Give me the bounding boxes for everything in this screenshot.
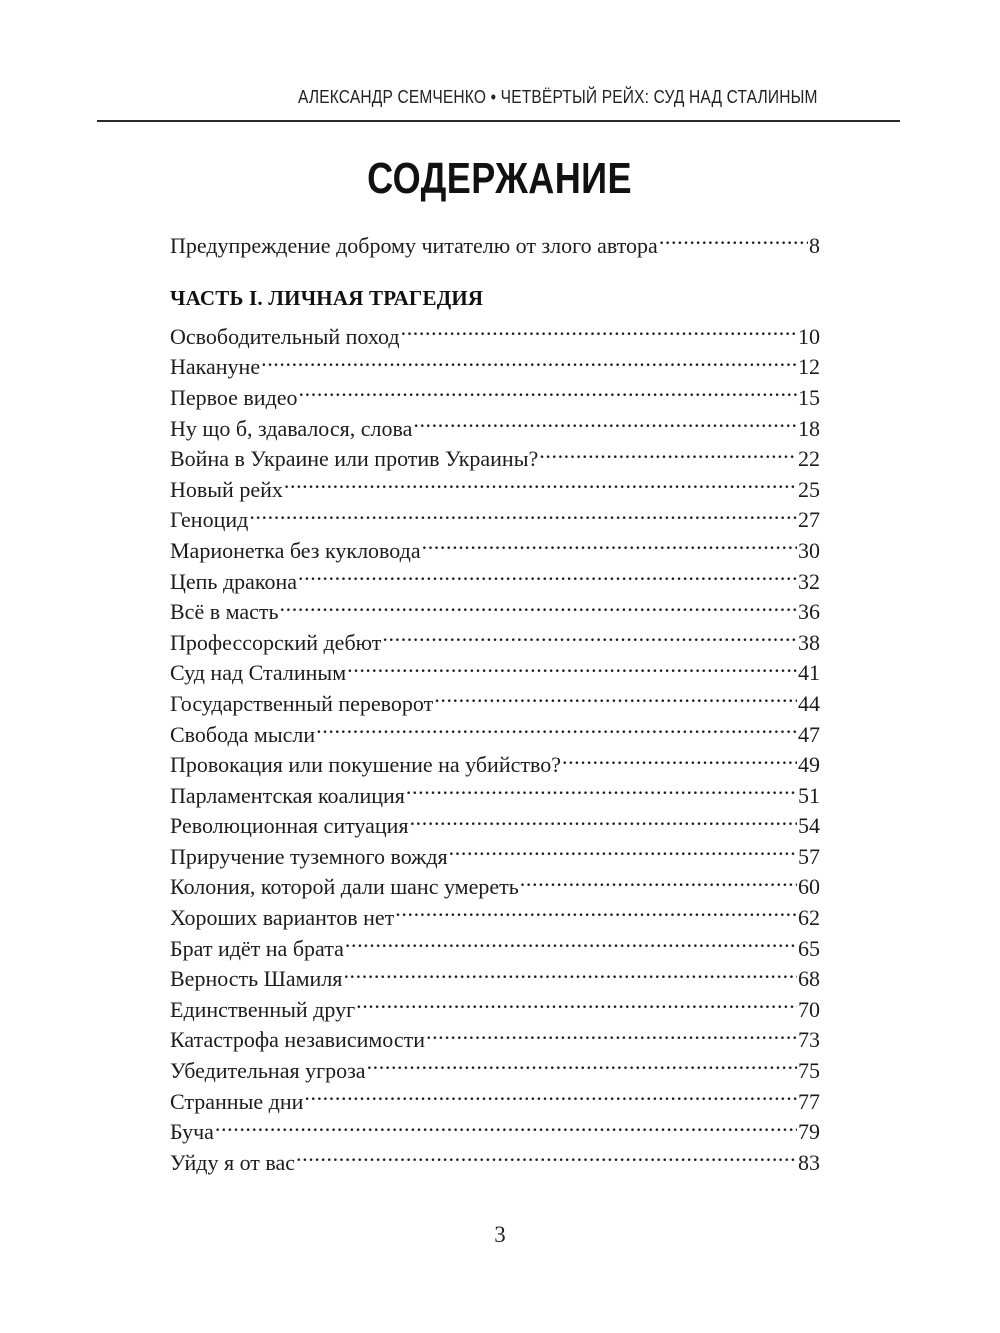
toc-entry-page: 54 xyxy=(798,813,820,839)
page-number: 3 xyxy=(494,1222,506,1247)
toc-entry-page: 41 xyxy=(798,660,820,686)
toc-entry-title: Освободительный поход xyxy=(170,323,400,349)
dot-leader xyxy=(298,558,797,589)
toc-entry-page: 49 xyxy=(798,752,820,778)
dot-leader xyxy=(299,374,797,405)
toc-entry-title: Профессорский дебют xyxy=(170,629,382,655)
dot-leader xyxy=(434,680,797,711)
toc-entry-title: Провокация или покушение на убийство? xyxy=(170,752,561,778)
toc-entry-title: Свобода мысли xyxy=(170,721,316,747)
dot-leader xyxy=(249,497,797,528)
toc-entry-page: 36 xyxy=(798,599,820,625)
toc-entry-title: Колония, которой дали шанс умереть xyxy=(170,874,519,900)
running-header: АЛЕКСАНДР СЕМЧЕНКО • ЧЕТВЁРТЫЙ РЕЙХ: СУД НАД СТАЛИНЫМ xyxy=(298,86,818,107)
toc-entry-page: 32 xyxy=(798,568,820,594)
toc-entry-title: Государственный переворот xyxy=(170,690,434,716)
dot-leader xyxy=(410,803,797,834)
dot-leader xyxy=(401,313,797,344)
toc-entry[interactable] xyxy=(170,1139,820,1175)
toc-entry[interactable] xyxy=(170,1109,820,1145)
toc-entry-title: Убедительная угроза xyxy=(170,1058,366,1084)
toc-entry-title: Уйду я от вас xyxy=(170,1149,296,1175)
dot-leader xyxy=(347,650,797,681)
toc-entry-page: 57 xyxy=(798,843,820,869)
dot-leader xyxy=(367,1047,797,1078)
toc-entry-page: 38 xyxy=(798,629,820,655)
toc-entry-page: 12 xyxy=(798,354,820,380)
toc-entry[interactable] xyxy=(170,497,820,533)
toc-entry-title: Предупреждение доброму читателю от злого автора xyxy=(170,232,658,258)
dot-leader xyxy=(345,925,797,956)
dot-leader xyxy=(449,833,797,864)
table-of-contents xyxy=(170,222,820,1175)
toc-entry-title: Марионетка без кукловода xyxy=(170,537,421,563)
toc-entry-title: Первое видео xyxy=(170,384,298,410)
toc-entry-title: Хороших вариантов нет xyxy=(170,905,395,931)
toc-entry-page: 70 xyxy=(798,996,820,1022)
toc-entry-page: 18 xyxy=(798,415,820,441)
dot-leader xyxy=(296,1139,797,1170)
toc-entry-page: 22 xyxy=(798,446,820,472)
toc-entry-title: Приручение туземного вождя xyxy=(170,843,448,869)
toc-entry-page: 51 xyxy=(798,782,820,808)
toc-entry-title: Ну що б, здавалося, слова xyxy=(170,415,413,441)
toc-entry-page: 10 xyxy=(798,323,820,349)
toc-entry-page: 75 xyxy=(798,1058,820,1084)
toc-entry-page: 65 xyxy=(798,935,820,961)
dot-leader xyxy=(343,956,797,987)
toc-entry-title: Странные дни xyxy=(170,1088,304,1114)
dot-leader xyxy=(562,742,797,773)
toc-entry-page: 73 xyxy=(798,1027,820,1053)
toc-entry-title: Цепь дракона xyxy=(170,568,298,594)
toc-entry[interactable] xyxy=(170,374,820,410)
page-title-text: СОДЕРЖАНИЕ xyxy=(367,154,633,203)
toc-entry-page: 77 xyxy=(798,1088,820,1114)
toc-entry-title: Накануне xyxy=(170,354,261,380)
toc-entry-intro[interactable] xyxy=(170,222,820,258)
toc-entry[interactable] xyxy=(170,527,820,563)
toc-entry-title: Новый рейх xyxy=(170,476,283,502)
dot-leader xyxy=(659,222,808,253)
dot-leader xyxy=(539,436,797,467)
toc-entry-title: Парламентская коалиция xyxy=(170,782,405,808)
toc-entry-title: Революционная ситуация xyxy=(170,813,409,839)
toc-entry-page: 15 xyxy=(798,384,820,410)
toc-entry-title: Верность Шамиля xyxy=(170,966,343,992)
toc-entry-title: Война в Украине или против Украины? xyxy=(170,446,539,472)
dot-leader xyxy=(426,1017,797,1048)
toc-entry-page: 79 xyxy=(798,1119,820,1145)
dot-leader xyxy=(406,772,797,803)
dot-leader xyxy=(316,711,797,742)
toc-entry-title: Геноцид xyxy=(170,507,249,533)
dot-leader xyxy=(382,619,797,650)
toc-entry-page: 30 xyxy=(798,537,820,563)
page-title xyxy=(0,154,1000,204)
dot-leader xyxy=(356,986,797,1017)
dot-leader xyxy=(261,344,797,375)
dot-leader xyxy=(284,466,797,497)
dot-leader xyxy=(520,864,797,895)
toc-entry[interactable] xyxy=(170,344,820,380)
dot-leader xyxy=(215,1109,797,1140)
part-heading: ЧАСТЬ I. ЛИЧНАЯ ТРАГЕДИЯ xyxy=(170,285,484,310)
toc-entry-page: 60 xyxy=(798,874,820,900)
toc-entry-page: 8 xyxy=(809,232,820,258)
toc-entry-title: Буча xyxy=(170,1119,214,1145)
toc-entry-title: Единственный друг xyxy=(170,996,356,1022)
toc-entry-page: 27 xyxy=(798,507,820,533)
toc-entry-page: 83 xyxy=(798,1149,820,1175)
dot-leader xyxy=(413,405,797,436)
toc-entry-title: Всё в масть xyxy=(170,599,279,625)
toc-entry-page: 47 xyxy=(798,721,820,747)
toc-entry-page: 68 xyxy=(798,966,820,992)
dot-leader xyxy=(304,1078,797,1109)
toc-entry-page: 44 xyxy=(798,690,820,716)
toc-entry-title: Брат идёт на брата xyxy=(170,935,344,961)
toc-entry[interactable] xyxy=(170,313,820,349)
toc-entry-page: 25 xyxy=(798,476,820,502)
toc-entries-list xyxy=(170,313,820,1175)
dot-leader xyxy=(422,527,797,558)
dot-leader xyxy=(280,589,797,620)
toc-entry-title: Катастрофа независимости xyxy=(170,1027,425,1053)
toc-entry-page: 62 xyxy=(798,905,820,931)
header-divider xyxy=(97,120,900,122)
toc-entry-title: Суд над Сталиным xyxy=(170,660,347,686)
dot-leader xyxy=(395,894,797,925)
